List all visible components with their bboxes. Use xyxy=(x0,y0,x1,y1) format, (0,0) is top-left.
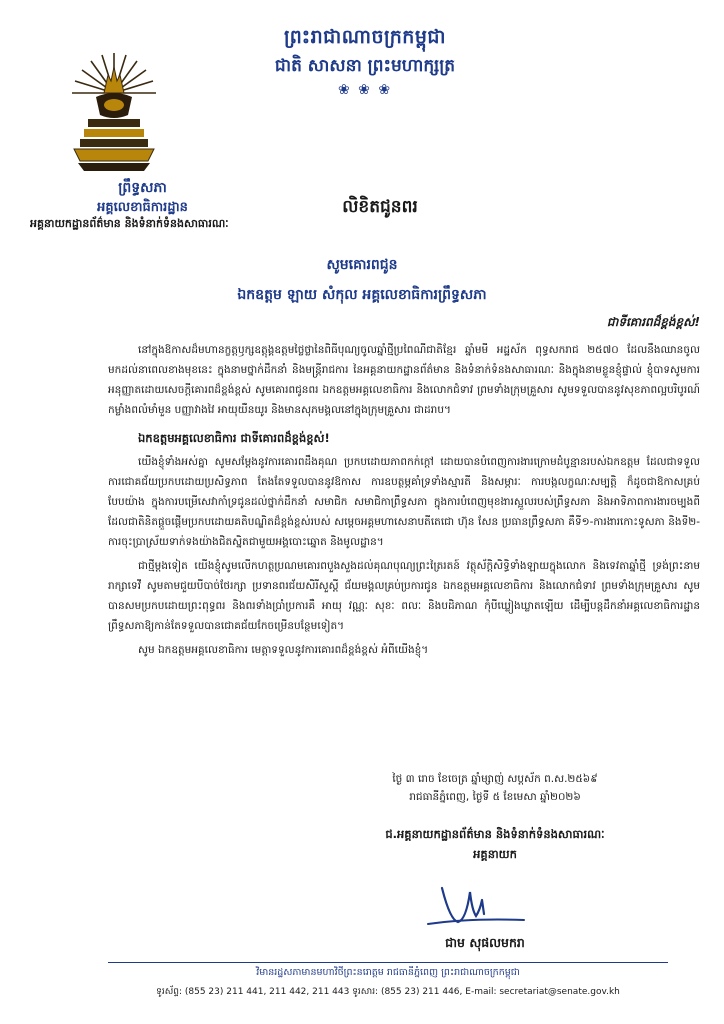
recipient-line: ឯកឧត្តម ឡាយ សំកុល អគ្គលេខាធិការព្រឹទ្ធសភា xyxy=(237,287,487,303)
senate-name: ព្រឹទ្ធសភា xyxy=(118,180,167,196)
handwritten-signature-icon xyxy=(420,880,530,930)
paragraph-5-closing: សូម ឯកឧត្តមអគ្គលេខាធិការ មេត្តាទទួលនូវការគោរពដ៏ខ្ពង់ខ្ពស់ អំពីយើងខ្ញុំ។ xyxy=(138,644,429,656)
secretariat-name: អគ្គលេខាធិការដ្ឋាន xyxy=(97,200,188,215)
header-ornament: ❀ ❀ ❀ xyxy=(337,82,393,98)
issuing-organization xyxy=(20,178,265,218)
royal-senate-emblem-icon xyxy=(58,45,170,175)
signatory-office xyxy=(300,824,690,864)
footer-contact: ទូរស័ព្ទ: (855 23) 211 441, 211 442, 211 443 ទូរសារ: (855 23) 211 446, E-mail: secretariat@senate.gov.kh xyxy=(156,987,620,997)
paragraph-3: យើងខ្ញុំទាំងអស់គ្នា សូមសម្តែងនូវការគោរពដឹងគុណ ប្រកបដោយភាពកក់ក្តៅ ដោយបានបំពេញការងារក្រោមដំបូន្មានរបស់ឯកឧត្តម ដែលជាទទួលការជោគជ័យប្រកបដោយប្រសិទ្ធភាព តែងតែទទួលបាននូវឱកាស ការឧបត្ថម្ភគាំទ្រទាំងស្មារតី និងសម្ភារៈ ការបង្កលក្ខណៈសម្បត្តិ ក៏ដូចជាឱកាសគ្រប់បែបយ៉ាង ក្នុងការបម្រើសេវាកាំទ្រជូនដល់ថ្នាក់ដឹកនាំ សមាជិក សមាជិកាព្រឹទ្ធសភា ក្នុងការបំពេញមុខងារស្អួលរបស់ព្រឹទ្ធសភា និងអាទិភាពការងារចម្បងពីដែលជាតិនិតផ្តួចផ្តើមប្រកបដោយគតិបណ្ឌិតដ៏ខ្ពង់ខ្ពស់របស់ សម្តេចអគ្គមហាសេនាបតីតេជោ ហ៊ុន សែន ប្រធានព្រឹទ្ធសភា គឺទី១-ការងារកោះទូសភា និងទី២-ការចុះប្រាស្រ័យទាក់ទងយ៉ាងជិតស្និតជាមួយអង្គបោះឆ្នោត និងមូលដ្ឋាន។ xyxy=(108,456,700,548)
respect-phrase: ជាទីគោរពដ៏ខ្ពង់ខ្ពស់! xyxy=(606,315,700,329)
footer-divider xyxy=(108,962,668,963)
date-block xyxy=(300,770,690,806)
paragraph-2-salutation: ឯកឧត្តមអគ្គលេខាធិការ ជាទីគោរពដ៏ខ្ពង់ខ្ពស់! xyxy=(138,431,330,445)
salutation-line: សូមគោរពជូន xyxy=(326,257,398,273)
signatory-name: ជាម សុផលមករា xyxy=(445,935,525,950)
letter-body xyxy=(108,340,700,660)
paragraph-1: នៅក្នុងឱកាសដ៏មហានក្ខត្តឫក្សឧត្តុង្គឧត្តមថ្លៃថ្លានៃពិធីបុណ្យចូលឆ្នាំថ្មីប្រពៃណីជាតិខ្មែរ ឆ្នាំមមី អដ្ឋស័ក ពុទ្ធសករាជ ២៥៧០ ដែលនឹងឈានចូលមកដល់នាពេលខាងមុខនេះ ក្នុងនាមថ្នាក់ដឹកនាំ និងមន្ត្រីរាជការ នៃអគ្គនាយកដ្ឋានព័ត៌មាន និងទំនាក់ទំនងសាធារណៈ និងក្នុងនាមខ្លួនខ្ញុំផ្ទាល់ ខ្ញុំបាទសូមការអនុញ្ញាតដោយសេចក្តីគោរពដ៏ខ្ពង់ខ្ពស់ សូមគោរពជូនពរ ឯកឧត្តមអគ្គលេខាធិការ និងលោកជំទាវ ព្រមទាំងក្រុមគ្រួសារ សូមទទួលបាននូវសុខភាពល្អបរិបូរណ៍ កម្លាំងពលំមាំមួន បញ្ញាវាងវៃ អាយុយឺនយូរ និងមានសុភមង្គលនៅក្នុងក្រុមគ្រួសារ ជាដរាប។ xyxy=(108,344,700,416)
kingdom-name: ព្រះរាជាណាចក្រកម្ពុជា xyxy=(284,26,446,48)
footer-address: វិមានរដ្ឋសភាមានមហាវិថីព្រះនរោត្តម រាជធានីភ្នំពេញ ព្រះរាជាណាចក្រកម្ពុជា xyxy=(256,967,520,978)
signatory-title: អគ្គនាយក xyxy=(473,847,517,861)
paragraph-4: ជាថ្មីម្តងទៀត យើងខ្ញុំសូមលើកហត្ថប្រណមគោរពបួងសួងដល់គុណបុណ្យព្រះត្រៃរតន៍ វត្ថុស័ក្តិសិទ្ធិទាំងឡាយក្នុងលោក និងទេវតាឆ្នាំថ្មី ទ្រង់ព្រះនាម រាក្សាទេវី សូមតាមជួយបីបាច់ថែរក្សា ប្រទានពរជ័យសិរីសួស្តី ជ័យមង្គលគ្រប់ប្រការជូន ឯកឧត្តមអគ្គលេខាធិការ និងលោកជំទាវ ព្រមទាំងក្រុមគ្រួសារ សូមបានសមប្រកបដោយព្រះពុទ្ធពរ និងពរទាំងប្រាំប្រការគឺ អាយុ វណ្ណៈ សុខៈ ពលៈ និងបដិភាណ កុំបីឃ្លៀងឃ្លាតឡើយ ដើម្បីបន្តដឹកនាំអគ្គលេខាធិការដ្ឋានព្រឹទ្ធសភាឱ្យកាន់តែទទួលបានជោគជ័យកែចម្រើនបន្ថែមទៀត។ xyxy=(108,560,700,632)
solar-date: រាជធានីភ្នំពេញ, ថ្ងៃទី ៥ ខែមេសា ឆ្នាំ២០២៦ xyxy=(409,791,581,803)
kingdom-header xyxy=(200,22,530,98)
national-motto: ជាតិ សាសនា ព្រះមហាក្សត្រ xyxy=(274,56,456,76)
on-behalf-line: ជ.អគ្គនាយកដ្ឋានព័ត៌មាន និងទំនាក់ទំនងសាធារណៈ xyxy=(385,827,605,841)
lunar-date: ថ្ងៃ ៣ រោច ខែចេត្រ ឆ្នាំម្សាញ់ សប្តស័ក ព.ស.២៥៦៩ xyxy=(392,773,598,785)
department-name: អគ្គនាយកដ្ឋានព័ត៌មាន និងទំនាក់ទំនងសាធារណៈ xyxy=(30,217,229,230)
document-title: លិខិតជូនពរ xyxy=(342,197,418,217)
